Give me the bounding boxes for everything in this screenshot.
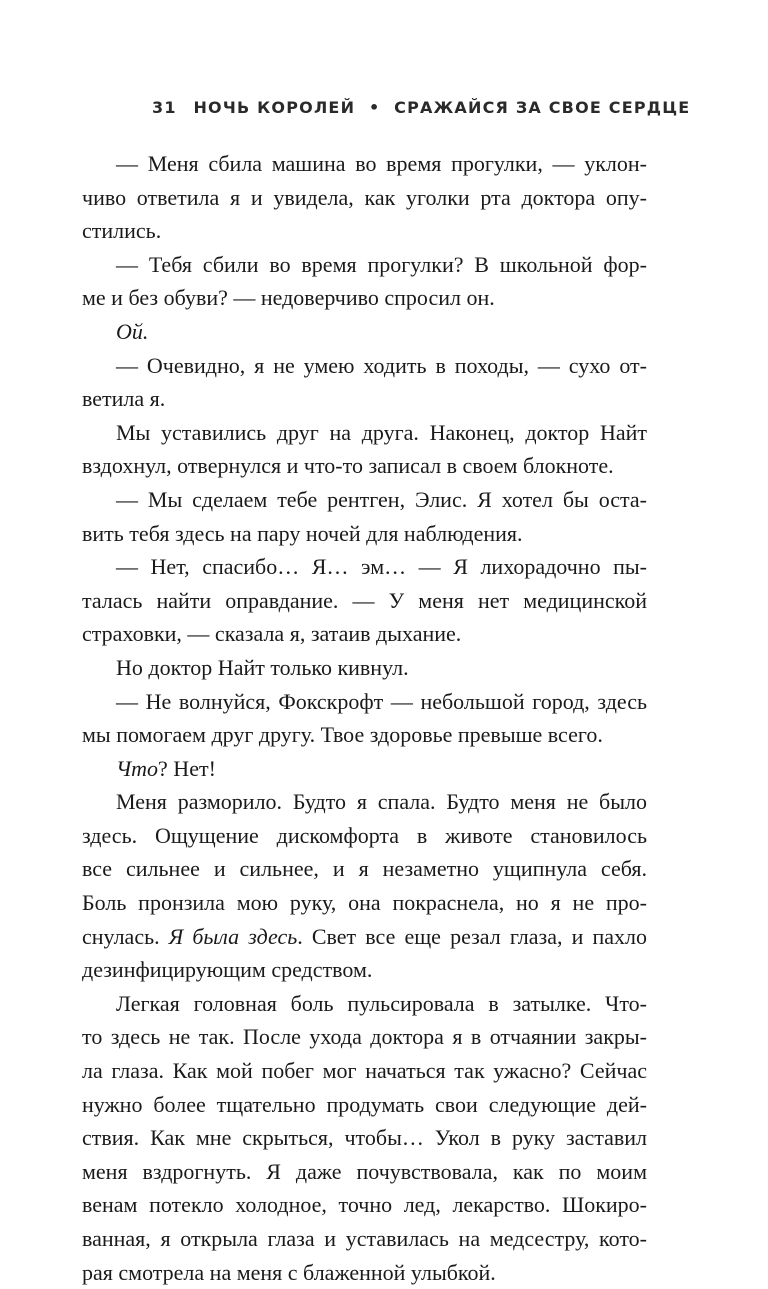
book-subtitle: СРАЖАЙСЯ ЗА СВОЕ СЕРДЦЕ xyxy=(394,98,691,117)
text-line xyxy=(82,382,647,416)
text-run: страховки, — сказала я, затаив дыхание. xyxy=(82,621,462,647)
running-header xyxy=(152,98,691,122)
text-line xyxy=(82,281,647,315)
text-line xyxy=(82,1222,647,1256)
text-line xyxy=(82,1121,647,1155)
text-line xyxy=(82,685,647,719)
text-line xyxy=(82,987,647,1021)
text-line xyxy=(82,1054,647,1088)
text-run: то здесь не так. После ухода доктора я в отчаянии закры- xyxy=(82,1024,647,1050)
text-run: ствия. Как мне скрыться, чтобы… Укол в руку заставил xyxy=(82,1125,647,1151)
text-run: здесь. Ощущение дискомфорта в животе становилось xyxy=(82,822,647,848)
book-page xyxy=(82,0,691,1285)
text-run: стились. xyxy=(82,218,162,244)
text-line xyxy=(82,1088,647,1122)
text-line xyxy=(82,214,647,248)
text-run: вить тебя здесь на пару ночей для наблюдения. xyxy=(82,520,523,546)
text-run: чиво ответила я и увидела, как уголки рта доктора опу- xyxy=(82,184,647,210)
text-line xyxy=(82,550,647,584)
text-line xyxy=(82,517,647,551)
text-run: рая смотрела на меня с блаженной улыбкой. xyxy=(82,1259,496,1285)
text-line xyxy=(82,752,647,786)
text-line xyxy=(82,1256,647,1289)
text-line xyxy=(82,953,647,987)
italic-text: Что xyxy=(116,755,159,781)
text-run: Но доктор Найт только кивнул. xyxy=(116,654,409,680)
text-line xyxy=(82,920,647,954)
text-line xyxy=(82,181,647,215)
text-run: ветила я. xyxy=(82,386,166,412)
text-run: — Мы сделаем тебе рентген, Элис. Я хотел бы оста- xyxy=(116,486,647,512)
text-line xyxy=(82,1155,647,1189)
text-run: ? Нет! xyxy=(158,755,216,781)
text-run: нужно более тщательно продумать свои следующие дей- xyxy=(82,1091,647,1117)
text-line xyxy=(82,617,647,651)
text-run: талась найти оправдание. — У меня нет медицинской xyxy=(82,587,647,613)
text-run: вздохнул, отвернулся и что-то записал в своем блокноте. xyxy=(82,453,614,479)
text-line xyxy=(82,785,647,819)
text-line xyxy=(82,852,647,886)
text-run: снулась. xyxy=(82,923,169,949)
text-run: дезинфицирующим средством. xyxy=(82,957,373,983)
text-run: — Нет, спасибо… Я… эм… — Я лихорадочно пы- xyxy=(116,554,647,580)
text-line xyxy=(82,147,647,181)
italic-text: Ой. xyxy=(116,318,149,344)
text-line xyxy=(82,483,647,517)
text-line xyxy=(82,1020,647,1054)
text-line xyxy=(82,718,647,752)
text-run: ла глаза. Как мой побег мог начаться так ужасно? Сейчас xyxy=(82,1058,647,1084)
text-run: Легкая головная боль пульсировала в затылке. Что- xyxy=(116,990,647,1016)
text-line xyxy=(82,886,647,920)
book-title: НОЧЬ КОРОЛЕЙ xyxy=(193,98,356,117)
page-number: 31 xyxy=(152,98,177,117)
text-run: ме и без обуви? — недоверчиво спросил он. xyxy=(82,285,495,311)
text-line xyxy=(82,416,647,450)
text-run: — Тебя сбили во время прогулки? В школьной фор- xyxy=(116,251,647,277)
text-line xyxy=(82,449,647,483)
text-line xyxy=(82,349,647,383)
text-run: ванная, я открыла глаза и уставилась на медсестру, кото- xyxy=(82,1226,647,1251)
text-line xyxy=(82,315,647,349)
text-run: . Свет все еще резал глаза, и пахло xyxy=(297,923,647,949)
text-run: мы помогаем друг другу. Твое здоровье превыше всего. xyxy=(82,722,603,748)
text-line xyxy=(82,819,647,853)
header-separator: • xyxy=(368,98,381,117)
text-run: все сильнее и сильнее, и я незаметно ущипнула себя. xyxy=(82,856,647,882)
text-line xyxy=(82,584,647,618)
text-run: — Меня сбила машина во время прогулки, — уклон- xyxy=(116,151,647,176)
text-run: — Очевидно, я не умею ходить в походы, — сухо от- xyxy=(116,352,647,378)
text-line xyxy=(82,1188,647,1222)
text-run: Боль пронзила мою руку, она покраснела, но я не про- xyxy=(82,890,647,916)
body-text xyxy=(82,147,647,1289)
text-run: венам потекло холодное, точно лед, лекарство. Шокиро- xyxy=(82,1192,647,1218)
text-run: — Не волнуйся, Фокскрофт — небольшой город, здесь xyxy=(116,688,647,714)
text-run: Меня разморило. Будто я спала. Будто меня не было xyxy=(116,789,647,815)
text-line xyxy=(82,651,647,685)
text-run: меня вздрогнуть. Я даже почувствовала, как по моим xyxy=(82,1158,647,1184)
italic-text: Я была здесь xyxy=(168,923,298,949)
text-run: Мы уставились друг на друга. Наконец, доктор Найт xyxy=(116,419,647,445)
text-line xyxy=(82,248,647,282)
